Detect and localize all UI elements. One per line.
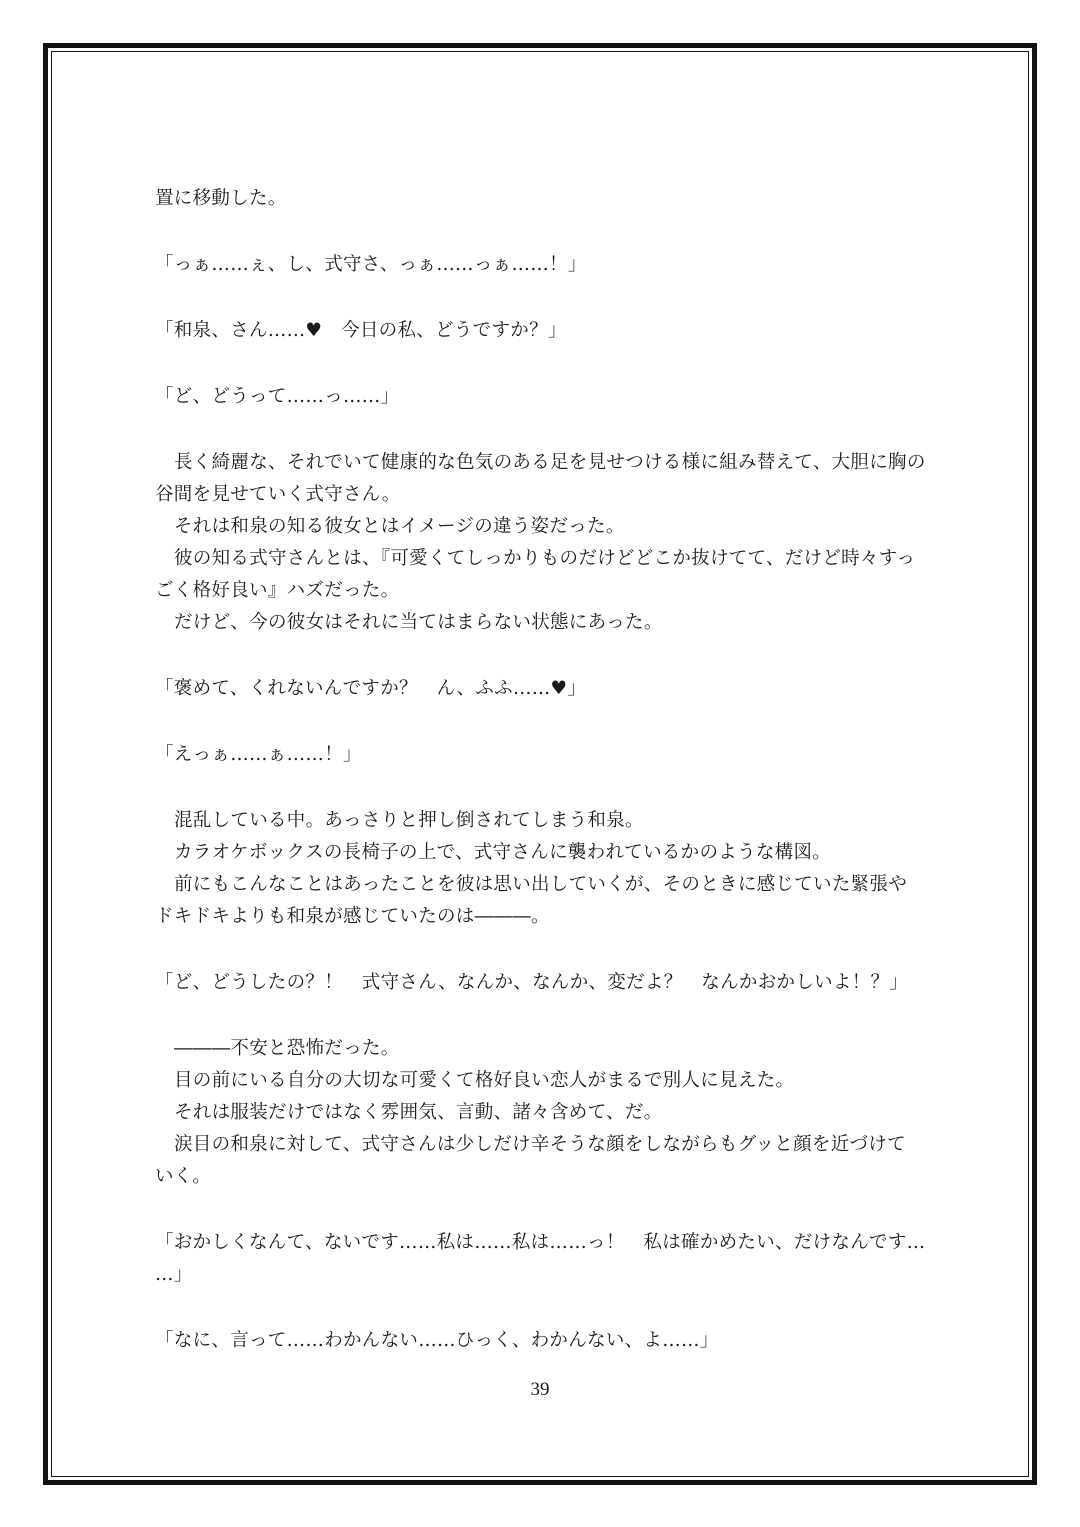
text-line: 「なに、言って……わかんない……ひっく、わかんない、よ……」 — [155, 1330, 719, 1351]
text-line: カラオケボックスの長椅子の上で、式守さんに襲われているかのような構図。 — [174, 842, 832, 863]
paragraph — [155, 183, 935, 215]
text-line: 「ど、どうしたの？！ 式守さん、なんか、なんか、変だよ？ なんかおかしいよ！？」 — [155, 972, 909, 993]
text-line: 谷間を見せていく式守さん。 — [155, 484, 401, 505]
text-line: 長く綺麗な、それでいて健康的な色気のある足を見せつける様に組み替えて、大胆に胸の — [174, 452, 926, 473]
text-line: いく。 — [155, 1166, 212, 1187]
text-line: 「ど、どうって……っ……」 — [155, 386, 400, 407]
dialogue — [155, 739, 935, 771]
text-line: 前にもこんなことはあったことを彼は思い出していくが、そのときに感じていた緊張や — [174, 874, 908, 895]
dialogue — [155, 1227, 935, 1291]
text-line: それは和泉の知る彼女とはイメージの違う姿だった。 — [174, 516, 625, 537]
text-line: 置に移動した。 — [155, 188, 287, 209]
text-line: 混乱している中。あっさりと押し倒されてしまう和泉。 — [174, 810, 644, 831]
text-line: 彼の知る式守さんとは、『可愛くてしっかりものだけどどこか抜けてて、だけど時々すっ — [174, 548, 916, 569]
paragraph — [155, 805, 935, 933]
dialogue — [155, 673, 935, 705]
dialogue — [155, 315, 935, 347]
text-line: ―――不安と恐怖だった。 — [174, 1038, 400, 1059]
text-line: …」 — [155, 1264, 193, 1285]
text-line: ごく格好良い』ハズだった。 — [155, 580, 400, 601]
text-line: ドキドキよりも和泉が感じていたのは―――。 — [155, 906, 550, 927]
text-line: 「和泉、さん……♥ 今日の私、どうですか？」 — [155, 320, 567, 341]
text-line: 目の前にいる自分の大切な可愛くて格好良い恋人がまるで別人に見えた。 — [174, 1070, 795, 1091]
text-line: 涙目の和泉に対して、式守さんは少しだけ辛そうな顔をしながらもグッと顔を近づけて — [174, 1134, 906, 1155]
dialogue — [155, 1325, 935, 1357]
page-number: 39 — [530, 1379, 550, 1400]
dialogue — [155, 249, 935, 281]
dialogue — [155, 381, 935, 413]
text-line: 「おかしくなんて、ないです……私は……私は……っ！ 私は確かめたい、だけなんです… — [155, 1232, 926, 1253]
text-line: それは服装だけではなく雰囲気、言動、諸々含めて、だ。 — [174, 1102, 663, 1123]
text-line: 「っぁ……ぇ、し、式守さ、っぁ……っぁ……！」 — [155, 254, 587, 275]
paragraph — [155, 1033, 935, 1193]
paragraph — [155, 447, 935, 639]
text-line: 「褒めて、くれないんですか？ ん、ふふ……♥」 — [155, 678, 587, 699]
text-line: だけど、今の彼女はそれに当てはまらない状態にあった。 — [174, 612, 663, 633]
dialogue — [155, 967, 935, 999]
text-line: 「えっぁ……ぁ……！」 — [155, 744, 362, 765]
novel-text-body — [155, 183, 935, 1357]
